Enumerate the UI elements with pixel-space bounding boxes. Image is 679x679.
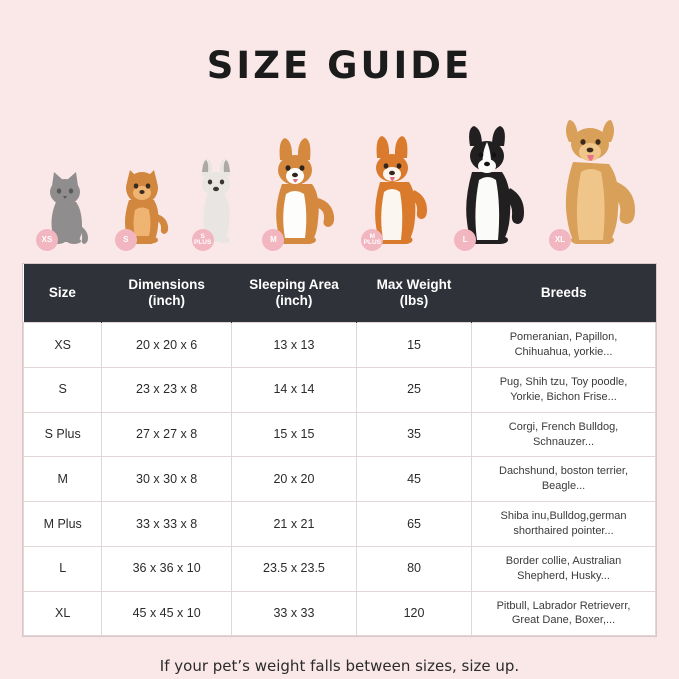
table-header-row [24,264,656,323]
pet-item-l [452,122,528,249]
column-header-sleeping-area-line2: (inch) [275,293,313,309]
pet-badge-m: M [262,229,284,251]
cell-dimensions: 23 x 23 x 8 [102,368,232,413]
cell-dimensions: 45 x 45 x 10 [102,591,232,636]
pet-badge-xs: XS [36,229,58,251]
pet-item-s-plus [190,150,242,249]
cell-breeds: Corgi, French Bulldog, Schnauzer... [472,412,656,457]
column-header-max-weight-line2: (lbs) [399,293,429,309]
cell-breeds: Border collie, Australian Shepherd, Husky... [472,546,656,591]
table-body [24,323,656,636]
cell-max-weight: 45 [357,457,472,502]
cell-max-weight: 25 [357,368,472,413]
cell-max-weight: 120 [357,591,472,636]
cell-sleeping-area: 33 x 33 [231,591,356,636]
pet-illustration-row [34,109,645,249]
cell-sleeping-area: 23.5 x 23.5 [231,546,356,591]
pet-badge-l: L [454,229,476,251]
column-header-max-weight-line1: Max Weight [376,277,452,292]
cell-sleeping-area: 13 x 13 [231,323,356,368]
cell-max-weight: 35 [357,412,472,457]
column-header-sleeping-area-line1: Sleeping Area [249,277,339,292]
column-header-size-line1: Size [48,285,76,301]
cell-breeds: Pomeranian, Papillon, Chihuahua, yorkie... [472,323,656,368]
cell-size: M Plus [24,502,102,547]
cell-size: XL [24,591,102,636]
table-row [24,412,656,457]
cell-dimensions: 20 x 20 x 6 [102,323,232,368]
column-header-sleeping-area [231,264,356,323]
cell-dimensions: 27 x 27 x 8 [102,412,232,457]
cell-sleeping-area: 20 x 20 [231,457,356,502]
cell-breeds: Dachshund, boston terrier, Beagle... [472,457,656,502]
table-row [24,457,656,502]
column-header-dimensions [102,264,232,323]
cell-max-weight: 80 [357,546,472,591]
cell-max-weight: 15 [357,323,472,368]
pet-badge-s: S [115,229,137,251]
pet-item-m [260,132,340,249]
table-row [24,368,656,413]
cell-size: S Plus [24,412,102,457]
column-header-dimensions-line2: (inch) [148,293,185,309]
cell-breeds: Shiba inu,Bulldog,german shorthaired pointer... [472,502,656,547]
table-row [24,502,656,547]
cell-size: XS [24,323,102,368]
cell-dimensions: 33 x 33 x 8 [102,502,232,547]
pet-badge-s-plus: S PLUS [192,229,214,251]
pet-item-xs [34,162,94,249]
pet-badge-m-plus: M PLUS [361,229,383,251]
pet-badge-xl: XL [549,229,571,251]
cell-sleeping-area: 15 x 15 [231,412,356,457]
cell-sleeping-area: 14 x 14 [231,368,356,413]
cell-size: S [24,368,102,413]
cell-breeds: Pug, Shih tzu, Toy poodle, Yorkie, Bichon Frise... [472,368,656,413]
cell-sleeping-area: 21 x 21 [231,502,356,547]
table-row [24,323,656,368]
page-title: SIZE GUIDE [206,44,473,87]
size-table [23,264,656,636]
cell-dimensions: 30 x 30 x 8 [102,457,232,502]
column-header-breeds-line1: Breeds [540,285,587,301]
pet-item-s [113,158,171,249]
pet-item-xl [547,112,645,249]
cell-dimensions: 36 x 36 x 10 [102,546,232,591]
column-header-dimensions-line1: Dimensions [128,277,205,292]
cell-max-weight: 65 [357,502,472,547]
table-row [24,591,656,636]
column-header-breeds [472,264,656,323]
cell-size: M [24,457,102,502]
size-table-wrapper [22,263,657,637]
pet-item-m-plus [359,132,433,249]
size-up-note: If your pet’s weight falls between sizes, size up. [159,657,520,676]
column-header-size [24,264,102,323]
cell-size: L [24,546,102,591]
column-header-max-weight [357,264,472,323]
cell-breeds: Pitbull, Labrador Retrieverr, Great Dane, Boxer,... [472,591,656,636]
table-row [24,546,656,591]
